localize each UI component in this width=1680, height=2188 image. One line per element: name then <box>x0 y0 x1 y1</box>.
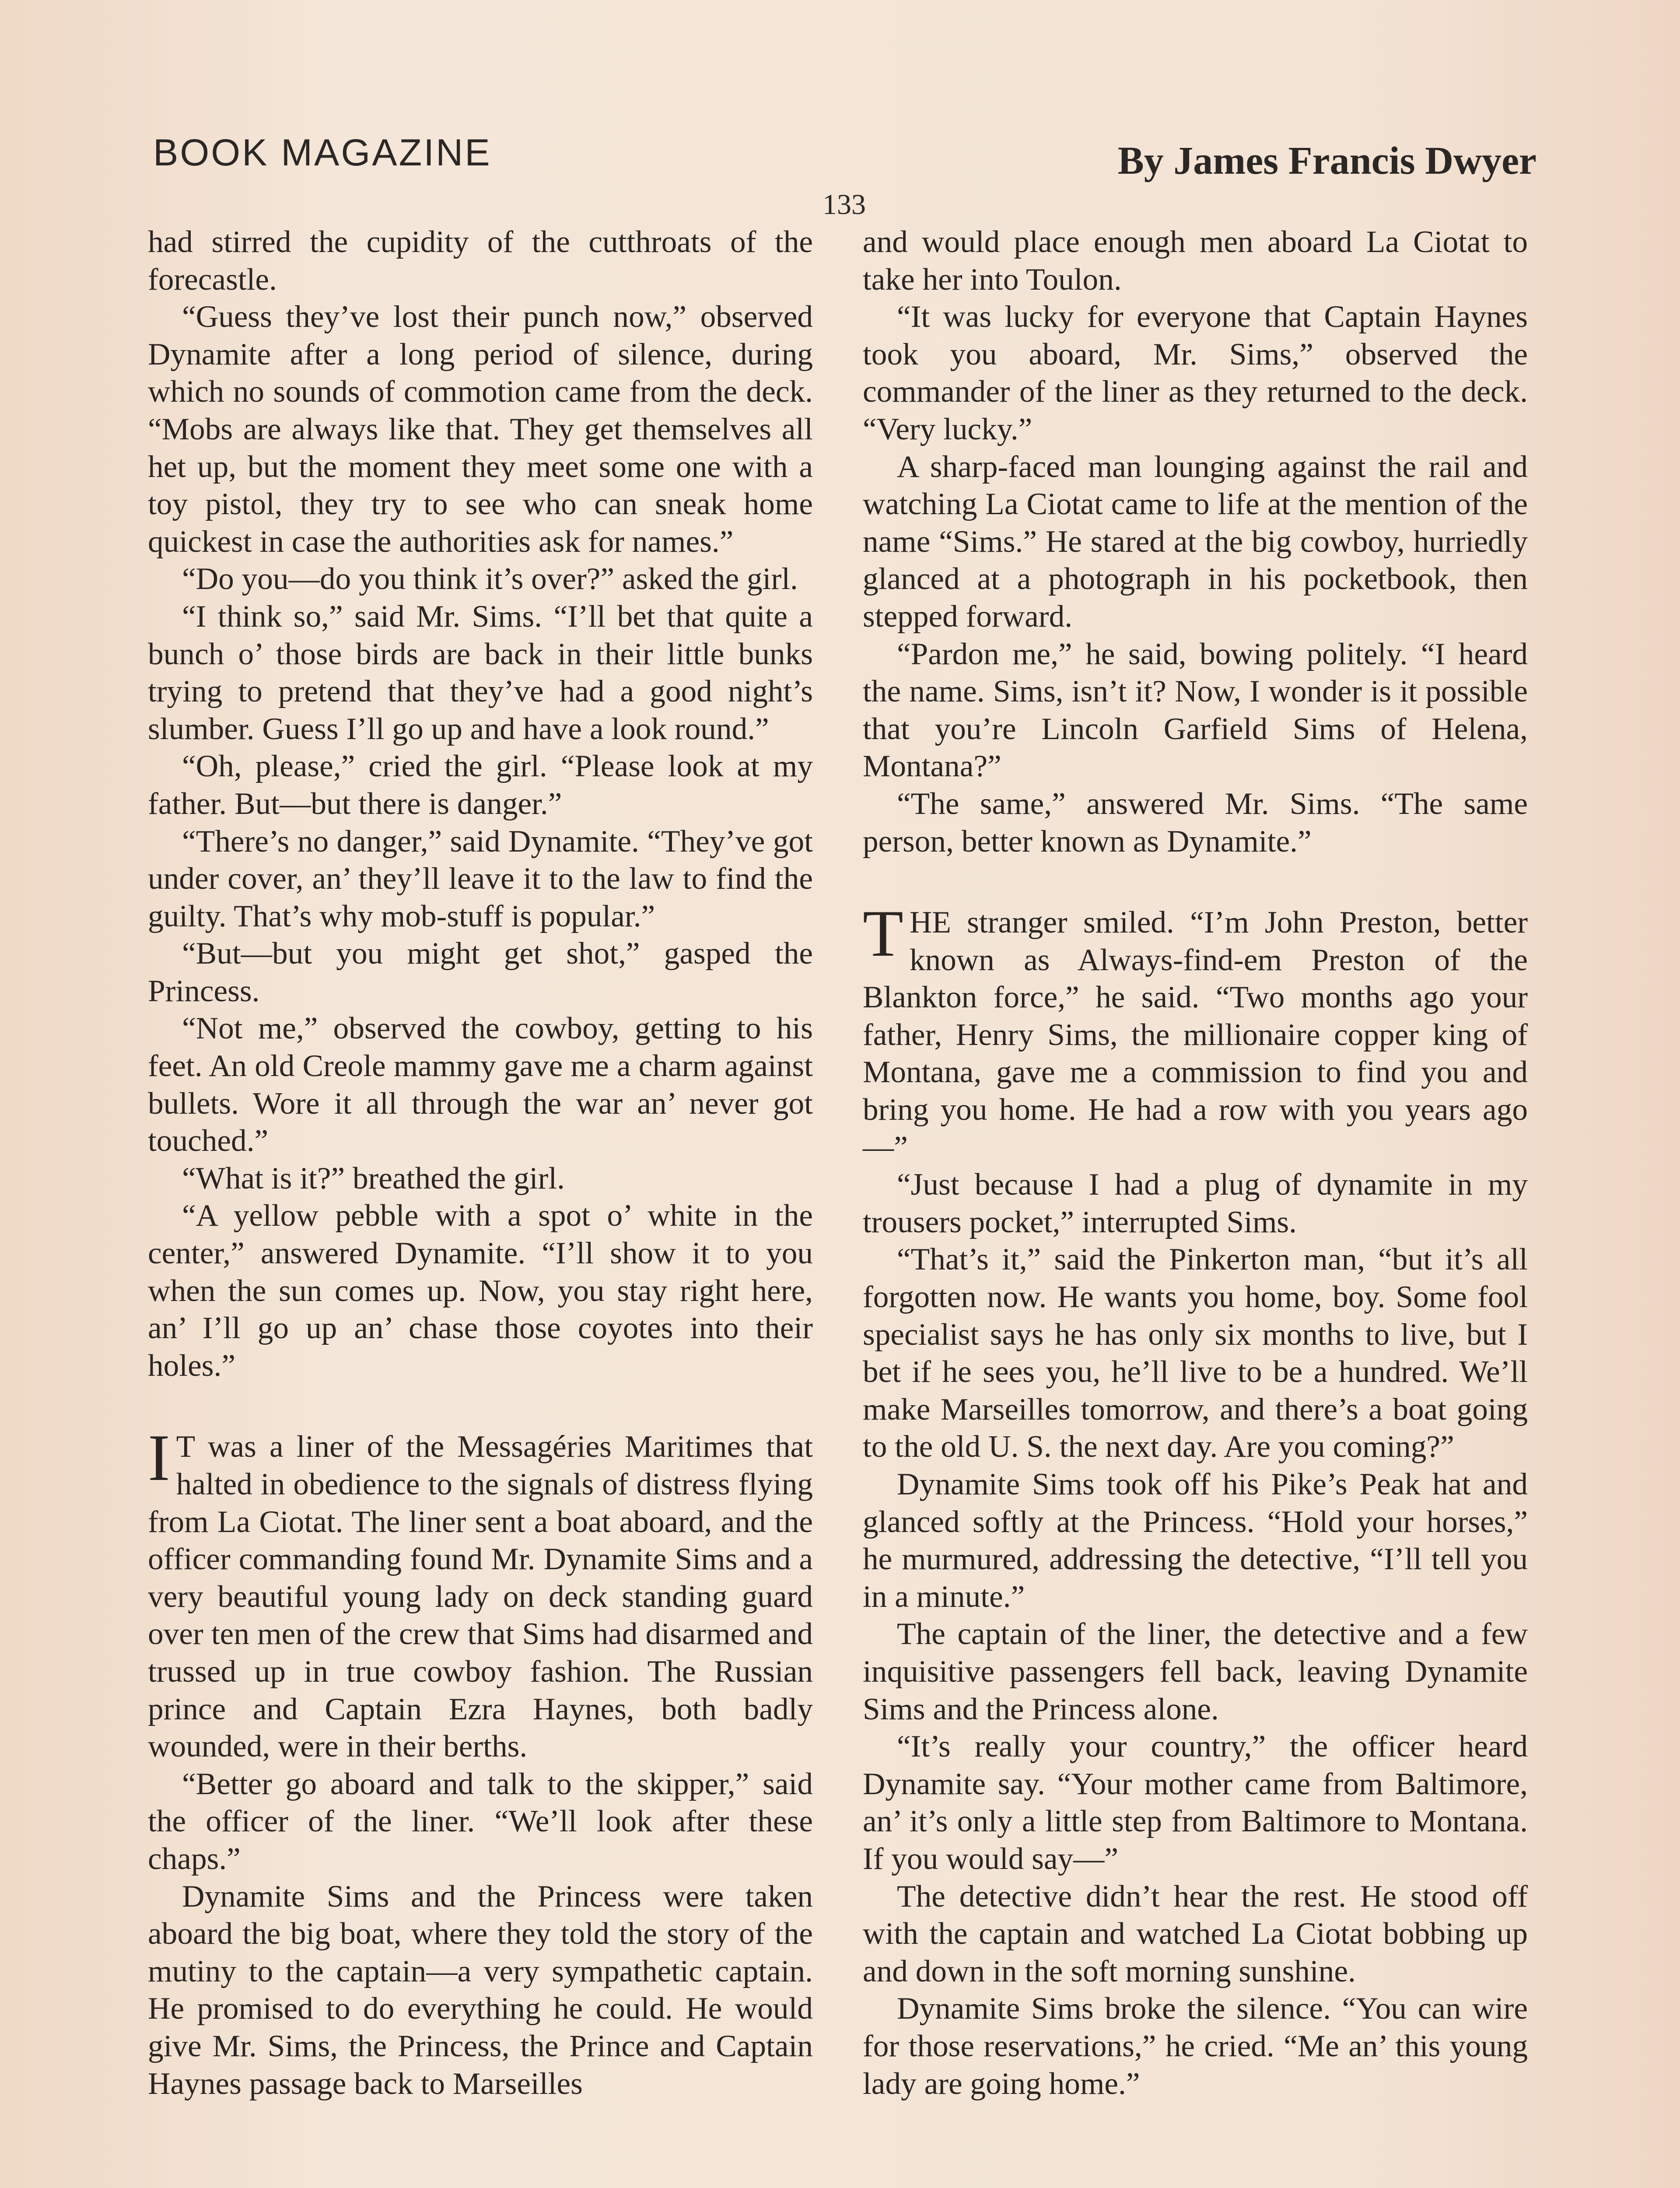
paragraph: “The same,” answered Mr. Sims. “The same person, better known as Dynamite.” <box>863 786 1528 859</box>
drop-cap: I <box>148 1421 170 1495</box>
paragraph: “Do you—do you think it’s over?” asked the girl. <box>182 561 798 596</box>
paragraph-text: HE stranger smiled. “I’m John Preston, better known as Always-find-em Preston of the Blankton force,” he said. “Two months ago your father, Henry Sims, the millionaire copper king of Montana, gave me a commission to find you and bring you home. He had a row with you years ago—” <box>863 905 1528 1164</box>
paragraph: The detective didn’t hear the rest. He stood off with the captain and watched La Ciotat bobbing up and down in the soft morning sunshine. <box>863 1879 1528 1988</box>
paragraph: Dynamite Sims took off his Pike’s Peak hat and glanced softly at the Princess. “Hold your horses,” he murmured, addressing the detective, “I’ll tell you in a minute.” <box>863 1467 1528 1614</box>
paragraph: “Not me,” observed the cowboy, getting to his feet. An old Creole mammy gave me a charm against bullets. Wore it all through the war an’ never got touched.” <box>148 1011 813 1158</box>
paragraph: “Guess they’ve lost their punch now,” observed Dynamite after a long period of silence, during which no sounds of commotion came from the deck. “Mobs are always like that. They get themselves all het up, but the moment they meet some one with a toy pistol, they try to see who can sneak home quickest in case the authorities ask for names.” <box>148 299 813 559</box>
section-opening-paragraph <box>863 897 1528 1166</box>
paragraph-text: T was a liner of the Messagéries Maritimes that halted in obedience to the signals of distress flying from La Ciotat. The liner sent a boat aboard, and the officer commanding found Mr. Dynamite Sims and a very beautiful young lady on deck standing guard over ten men of the crew that Sims had disarmed and trussed up in true cowboy fashion. The Russian prince and Captain Ezra Haynes, both badly wounded, were in their berths. <box>148 1429 813 1764</box>
paragraph: “It was lucky for everyone that Captain Haynes took you aboard, Mr. Sims,” observed the commander of the liner as they returned to the deck. “Very lucky.” <box>863 299 1528 446</box>
paragraph: “Oh, please,” cried the girl. “Please look at my father. But—but there is danger.” <box>148 749 813 821</box>
paragraph: A sharp-faced man lounging against the rail and watching La Ciotat came to life at the mention of the name “Sims.” He stared at the big cowboy, hurriedly glanced at a photograph in his pocketbook, then stepped forward. <box>863 449 1528 634</box>
right-column <box>863 223 1528 2102</box>
left-column <box>148 223 813 2102</box>
paragraph: “A yellow pebble with a spot o’ white in the center,” answered Dynamite. “I’ll show it to you when the sun comes up. Now, you stay right here, an’ I’ll go up an’ chase those coyotes into their holes.” <box>148 1198 813 1383</box>
section-break <box>148 1384 813 1428</box>
paragraph: “There’s no danger,” said Dynamite. “They’ve got under cover, an’ they’ll leave it to the law to find the guilty. That’s why mob-stuff is popular.” <box>148 824 813 933</box>
paragraph: “I think so,” said Mr. Sims. “I’ll bet that quite a bunch o’ those birds are back in their little bunks trying to pretend that they’ve had a good night’s slumber. Guess I’ll go up and have a look round.” <box>148 599 813 746</box>
section-break <box>863 860 1528 904</box>
paragraph: “But—but you might get shot,” gasped the Princess. <box>148 936 813 1008</box>
running-head-magazine: BOOK MAGAZINE <box>153 132 492 174</box>
paragraph: “What is it?” breathed the girl. <box>182 1161 565 1196</box>
running-head-author: By James Francis Dwyer <box>1117 139 1536 182</box>
drop-cap: T <box>863 897 903 971</box>
paragraph: “That’s it,” said the Pinkerton man, “but it’s all forgotten now. He wants you home, boy. Some fool specialist says he has only six months to live, but I bet if he sees you, he’ll live to be a hundred. We’ll make Marseilles tomorrow, and there’s a boat going to the old U. S. the next day. Are you coming?” <box>863 1242 1528 1464</box>
paragraph: Dynamite Sims broke the silence. “You can wire for those reservations,” he cried. “Me an’ this young lady are going home.” <box>863 1991 1528 2101</box>
paragraph: “Better go aboard and talk to the skipper,” said the officer of the liner. “We’ll look after these chaps.” <box>148 1766 813 1876</box>
paragraph: “Pardon me,” he said, bowing politely. “I heard the name. Sims, isn’t it? Now, I wonder is it possible that you’re Lincoln Garfield Sims of Helena, Montana?” <box>863 636 1528 784</box>
page-number: 133 <box>822 189 866 221</box>
section-opening-paragraph <box>148 1421 813 1765</box>
paragraph: had stirred the cupidity of the cutthroats of the forecastle. <box>148 224 813 297</box>
paragraph: and would place enough men aboard La Ciotat to take her into Toulon. <box>863 224 1528 297</box>
paragraph: The captain of the liner, the detective and a few inquisitive passengers fell back, leaving Dynamite Sims and the Princess alone. <box>863 1616 1528 1726</box>
paragraph: “Just because I had a plug of dynamite in my trousers pocket,” interrupted Sims. <box>863 1167 1528 1239</box>
paragraph: Dynamite Sims and the Princess were taken aboard the big boat, where they told the story of the mutiny to the captain—a very sympathetic captain. He promised to do everything he could. He would give Mr. Sims, the Princess, the Prince and Captain Haynes passage back to Marseilles <box>148 1879 813 2101</box>
paragraph: “It’s really your country,” the officer heard Dynamite say. “Your mother came from Baltimore, an’ it’s only a little step from Baltimore to Montana. If you would say—” <box>863 1729 1528 1876</box>
